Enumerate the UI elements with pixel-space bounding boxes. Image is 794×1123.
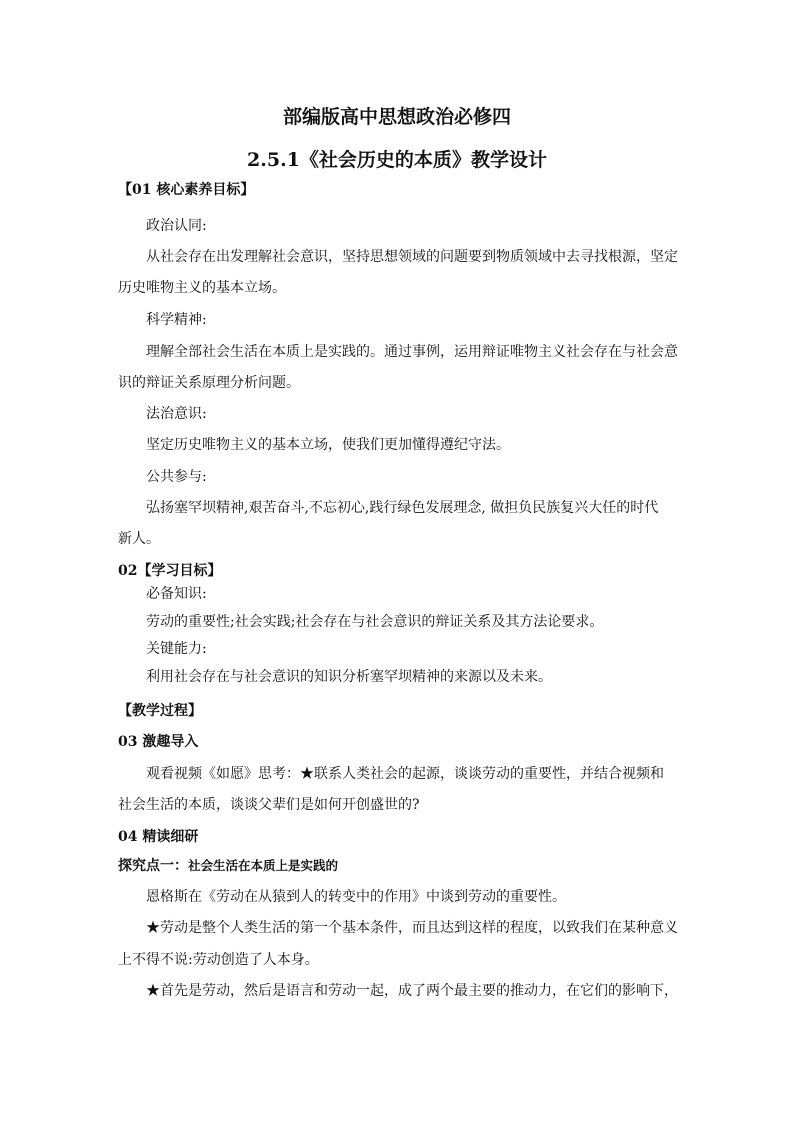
- text-introduction-1: 观看视频《如愿》思考：★联系人类社会的起源，谈谈劳动的重要性，并结合视频和: [146, 766, 664, 782]
- section-heading-introduction: 03 激趣导入: [118, 734, 199, 750]
- text-scientific-spirit-2: 识的辩证关系原理分析问题。: [118, 375, 300, 391]
- section-heading-learning-goals: 02【学习目标】: [118, 563, 222, 579]
- text-public-participation-2: 新人。: [118, 531, 160, 547]
- text-political-identity-2: 历史唯物主义的基本立场。: [118, 280, 286, 296]
- section-heading-core-literacy: 【01 核心素养目标】: [118, 182, 255, 198]
- text-key-ability: 利用社会存在与社会意识的知识分析塞罕坝精神的来源以及未来。: [146, 669, 552, 685]
- text-introduction-2: 社会生活的本质，谈谈父辈们是如何开创盛世的?: [118, 797, 420, 813]
- explore-point-title: 社会生活在本质上是实践的: [188, 858, 339, 873]
- text-engels-3a: ★首先是劳动，然后是语言和劳动一起，成了两个最主要的推动力，在它们的影响下，: [146, 983, 678, 999]
- document-subtitle: 2.5.1《社会历史的本质》教学设计: [247, 149, 547, 171]
- text-scientific-spirit-1: 理解全部社会生活在本质上是实践的。通过事例，运用辩证唯物主义社会存在与社会意: [146, 344, 678, 360]
- section-heading-close-reading: 04 精读细研: [118, 829, 199, 845]
- text-public-participation-1: 弘扬塞罕坝精神,艰苦奋斗,不忘初心,践行绿色发展理念, 做担负民族复兴大任的时代: [146, 500, 659, 516]
- label-public-participation: 公共参与:: [146, 469, 207, 485]
- section-heading-teaching-process: 【教学过程】: [118, 703, 202, 719]
- explore-point-1: [118, 856, 338, 876]
- text-engels-1: 恩格斯在《劳动在从猿到人的转变中的作用》中谈到劳动的重要性。: [146, 889, 566, 905]
- text-engels-2b: 上不得不说:劳动创造了人本身。: [118, 952, 319, 968]
- document-title: 部编版高中思想政治必修四: [282, 106, 511, 128]
- text-rule-of-law-1: 坚定历史唯物主义的基本立场，使我们更加懂得遵纪守法。: [146, 437, 510, 453]
- label-scientific-spirit: 科学精神:: [146, 312, 207, 328]
- explore-point-label: 探究点一：: [118, 858, 188, 874]
- text-political-identity-1: 从社会存在出发理解社会意识，坚持思想领域的问题要到物质领域中去寻找根源，坚定: [146, 249, 678, 265]
- label-key-ability: 关键能力:: [146, 641, 207, 657]
- text-engels-2a: ★劳动是整个人类生活的第一个基本条件，而且达到这样的程度，以致我们在某种意义: [146, 920, 678, 936]
- label-required-knowledge: 必备知识:: [146, 586, 207, 602]
- label-rule-of-law: 法治意识:: [146, 406, 207, 422]
- label-political-identity: 政治认同:: [146, 218, 207, 234]
- text-required-knowledge: 劳动的重要性;社会实践;社会存在与社会意识的辩证关系及其方法论要求。: [146, 614, 604, 630]
